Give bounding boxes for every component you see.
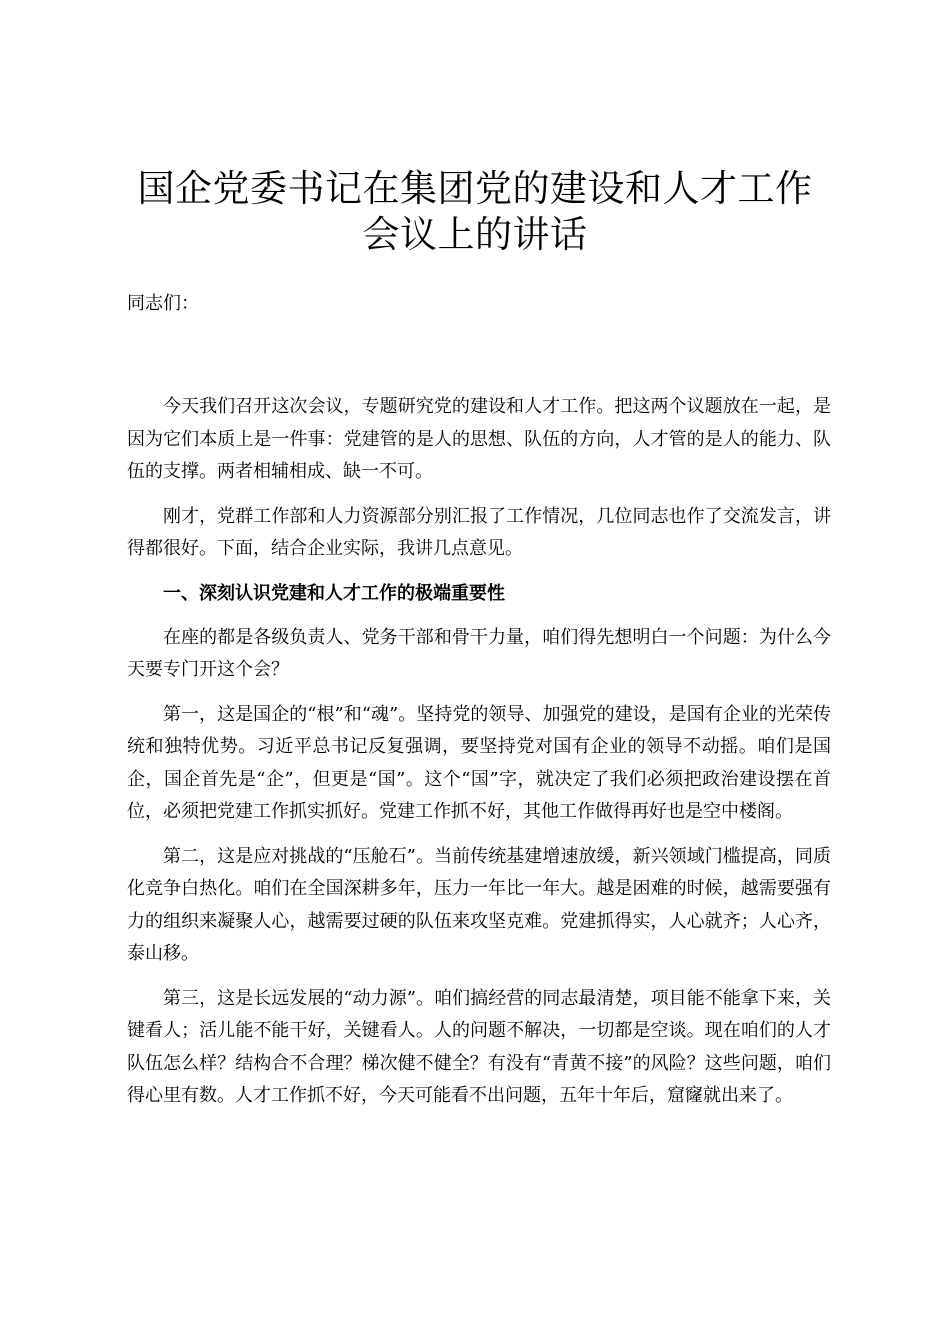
document-body — [127, 391, 831, 1125]
section-paragraph-1: 在座的都是各级负责人、党务干部和骨干力量，咱们得先想明白一个问题：为什么今天要专门开这个会？ — [127, 626, 831, 680]
salutation: 同志们： — [127, 293, 199, 314]
section-heading: 一、深刻认识党建和人才工作的极端重要性 — [163, 582, 505, 604]
paragraph-intro-1: 今天我们召开这次会议，专题研究党的建设和人才工作。把这两个议题放在一起，是因为它们本质上是一件事：党建管的是人的思想、队伍的方向，人才管的是人的能力、队伍的支撑。两者相辅相成、缺一不可。 — [127, 396, 831, 482]
section-paragraph-4: 第三，这是长远发展的“动力源”。咱们搞经营的同志最清楚，项目能不能拿下来，关键看人；活儿能不能干好，关键看人。人的问题不解决，一切都是空谈。现在咱们的人才队伍怎么样？结构合不合理？梯次健不健全？有没有“青黄不接”的风险？这些问题，咱们得心里有数。人才工作抓不好，今天可能看不出问题，五年十年后，窟窿就出来了。 — [127, 987, 831, 1106]
section-paragraph-3: 第二，这是应对挑战的“压舱石”。当前传统基建增速放缓，新兴领域门槛提高，同质化竞争白热化。咱们在全国深耕多年，压力一年比一年大。越是困难的时候，越需要强有力的组织来凝聚人心，越需要过硬的队伍来攻坚克难。党建抓得实，人心就齐；人心齐，泰山移。 — [127, 845, 831, 964]
paragraph-intro-2: 刚才，党群工作部和人力资源部分别汇报了工作情况，几位同志也作了交流发言，讲得都很好。下面，结合企业实际，我讲几点意见。 — [127, 505, 831, 559]
section-paragraph-2: 第一，这是国企的“根”和“魂”。坚持党的领导、加强党的建设，是国有企业的光荣传统和独特优势。习近平总书记反复强调，要坚持党对国有企业的领导不动摇。咱们是国企，国企首先是“企”，但更是“国”。这个“国”字，就决定了我们必须把政治建设摆在首位，必须把党建工作抓实抓好。党建工作抓不好，其他工作做得再好也是空中楼阁。 — [127, 703, 831, 822]
document-title: 国企党委书记在集团党的建设和人才工作会议上的讲话 — [137, 167, 813, 256]
